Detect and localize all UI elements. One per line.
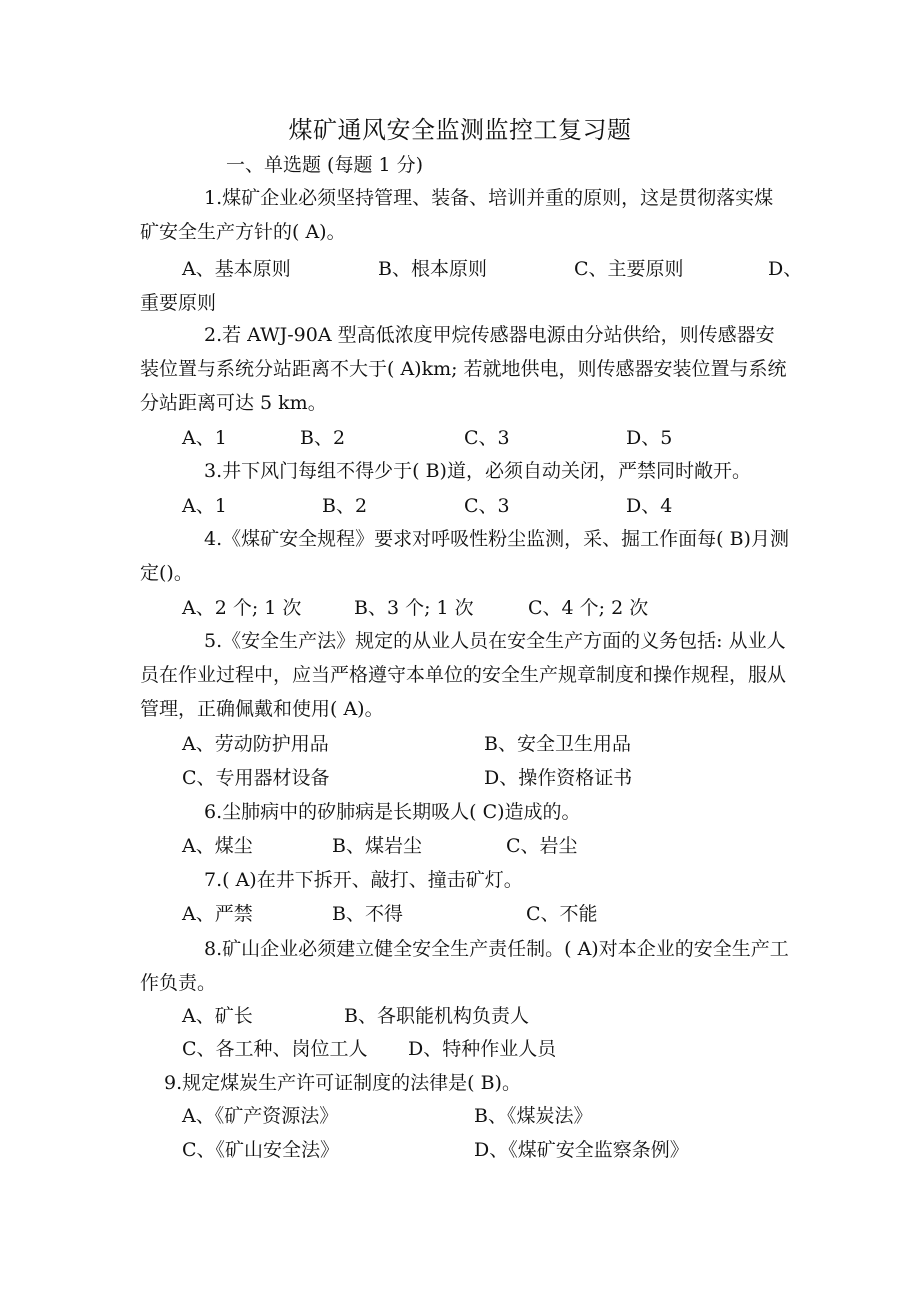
option-c: C、3 — [464, 495, 510, 517]
question-9-options-row-1 — [182, 1102, 802, 1130]
option-d: D、5 — [626, 427, 673, 449]
option-b: B、2 — [300, 427, 346, 449]
question-9: 9.规定煤炭生产许可证制度的法律是( B)。 — [164, 1072, 521, 1094]
option-c: C、岩尘 — [506, 835, 578, 857]
question-5-options-row-1 — [182, 730, 802, 758]
document-title: 煤矿通风安全监测监控工复习题 — [288, 116, 632, 144]
option-d-continuation: 重要原则 — [140, 292, 217, 314]
option-b: B、煤岩尘 — [332, 835, 422, 857]
option-c: C、专用器材设备 — [182, 767, 330, 789]
option-d: D、操作资格证书 — [484, 767, 633, 789]
option-a: A、煤尘 — [182, 835, 253, 857]
option-c: C、《矿山安全法》 — [182, 1139, 340, 1161]
option-a: A、严禁 — [182, 903, 253, 925]
question-3-options — [182, 492, 802, 520]
question-7-options — [182, 900, 802, 928]
question-8-options-row-2 — [182, 1035, 802, 1063]
option-a: A、劳动防护用品 — [182, 733, 329, 755]
option-a: A、基本原则 — [182, 258, 291, 280]
question-3: 3.井下风门每组不得少于( B)道，必须自动关闭，严禁同时敞开。 — [204, 460, 751, 482]
question-9-options-row-2 — [182, 1136, 802, 1164]
option-b: B、《煤炭法》 — [474, 1105, 593, 1127]
question-8-options-row-1 — [182, 1002, 802, 1030]
option-d: D、 — [768, 258, 803, 280]
question-8: 8.矿山企业必须建立健全安全生产责任制。( A)对本企业的安全生产工作负责。 — [140, 938, 789, 994]
question-2-options — [182, 424, 802, 452]
option-a: A、1 — [182, 427, 227, 449]
option-b: B、安全卫生用品 — [484, 733, 631, 755]
option-b: B、2 — [322, 495, 368, 517]
option-d: D、特种作业人员 — [408, 1038, 557, 1060]
question-5-options-row-2 — [182, 764, 802, 792]
question-1: 1.煤矿企业必须坚持管理、装备、培训并重的原则，这是贯彻落实煤矿安全生产方针的( A)。 — [140, 187, 774, 243]
option-c: C、3 — [464, 427, 510, 449]
question-4-options — [182, 594, 802, 622]
section-heading: 一、单选题 (每题 1 分) — [226, 154, 424, 176]
option-a: A、矿长 — [182, 1005, 253, 1027]
question-2: 2.若 AWJ-90A 型高低浓度甲烷传感器电源由分站供给，则传感器安装位置与系统分站距离不大于( A)km; 若就地供电，则传感器安装位置与系统分站距离可达 5 km。 — [140, 324, 787, 414]
question-6-options — [182, 832, 802, 860]
option-b: B、各职能机构负责人 — [344, 1005, 529, 1027]
option-d: D、《煤矿安全监察条例》 — [474, 1139, 689, 1161]
option-b: B、3 个; 1 次 — [354, 597, 474, 619]
option-b: B、根本原则 — [378, 258, 487, 280]
question-6: 6.尘肺病中的矽肺病是长期吸人( C)造成的。 — [204, 801, 581, 823]
option-c: C、4 个; 2 次 — [528, 597, 649, 619]
question-4: 4.《煤矿安全规程》要求对呼吸性粉尘监测，采、掘工作面每( B)月测定()。 — [140, 528, 789, 584]
option-a: A、2 个; 1 次 — [182, 597, 302, 619]
question-7: 7.( A)在井下拆开、敲打、撞击矿灯。 — [204, 869, 523, 891]
option-d: D、4 — [626, 495, 673, 517]
question-5: 5.《安全生产法》规定的从业人员在安全生产方面的义务包括: 从业人员在作业过程中，应当严格遵守本单位的安全生产规章制度和操作规程，服从管理，正确佩戴和使用( A)。 — [140, 630, 787, 720]
option-a: A、1 — [182, 495, 227, 517]
option-c: C、不能 — [526, 903, 598, 925]
option-a: A、《矿产资源法》 — [182, 1105, 339, 1127]
option-c: C、主要原则 — [574, 258, 684, 280]
option-c: C、各工种、岗位工人 — [182, 1038, 368, 1060]
option-b: B、不得 — [332, 903, 403, 925]
question-1-options — [182, 255, 802, 283]
